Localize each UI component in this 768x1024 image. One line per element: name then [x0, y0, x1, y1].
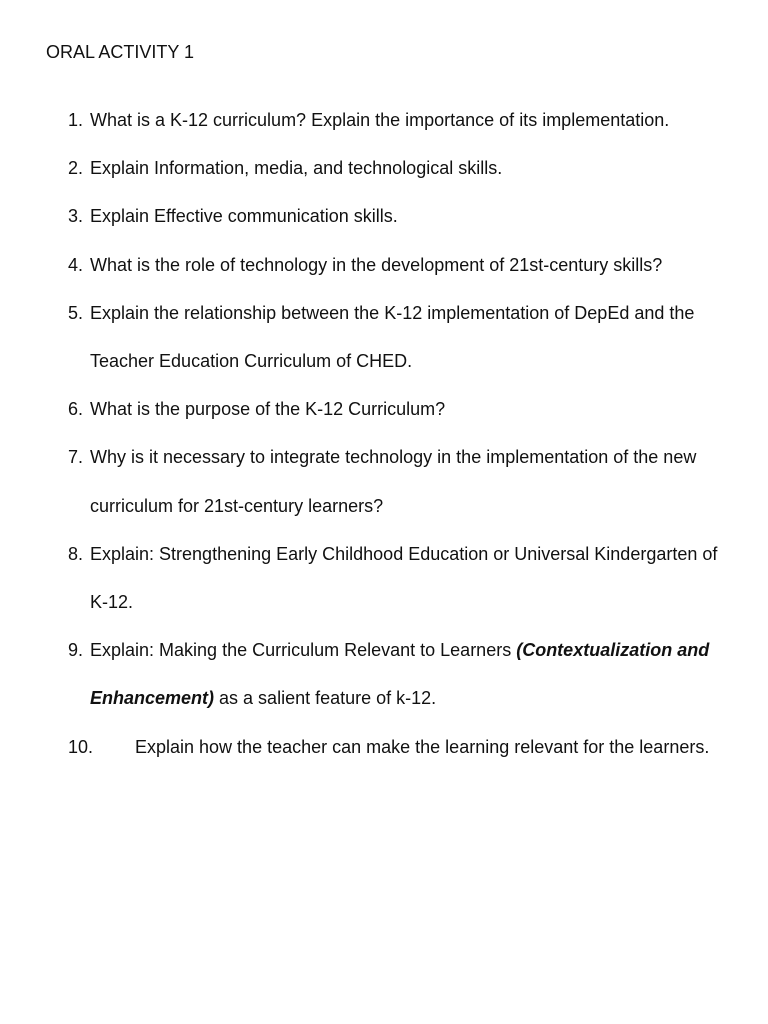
list-item	[0, 530, 768, 626]
item-text: Explain Effective communication skills.	[90, 206, 398, 227]
list-item	[0, 433, 768, 529]
item-text-emphasis: (Contextualization and Enhancement)	[90, 640, 710, 709]
item-number: 10.	[68, 736, 94, 757]
list-item	[0, 385, 768, 433]
list-item	[0, 289, 768, 385]
item-number: 7.	[68, 447, 84, 468]
list-item	[0, 723, 768, 771]
list-item	[0, 192, 768, 240]
item-text: Explain the relationship between the K-12 implementation of DepEd and the Teacher Education Curriculum of CHED.	[90, 302, 695, 372]
item-text	[90, 640, 709, 708]
list-item	[0, 626, 768, 722]
item-number: 9.	[68, 640, 84, 661]
item-text: Explain how the teacher can make the learning relevant for the learners.	[135, 736, 710, 757]
item-text-after: as a salient feature of k-12.	[214, 688, 437, 709]
item-text: Why is it necessary to integrate technology in the implementation of the new curriculum for 21st-century learners?	[90, 447, 697, 516]
list-item	[0, 241, 768, 289]
item-number: 5.	[68, 302, 84, 323]
item-number: 6.	[68, 399, 84, 420]
list-item	[0, 144, 768, 192]
list-item	[0, 96, 768, 144]
item-number: 8.	[68, 543, 84, 564]
item-number: 1.	[68, 110, 84, 130]
item-text: What is the purpose of the K-12 Curriculum?	[90, 399, 446, 420]
item-text: What is the role of technology in the development of 21st-century skills?	[90, 254, 663, 275]
question-list	[0, 96, 768, 771]
item-number: 3.	[68, 206, 84, 227]
item-number: 4.	[68, 254, 84, 275]
document-title: ORAL ACTIVITY 1	[46, 42, 195, 62]
item-text: Explain Information, media, and technological skills.	[90, 158, 503, 179]
item-text: Explain: Strengthening Early Childhood Education or Universal Kindergarten of K-12.	[90, 543, 718, 613]
item-number: 2.	[68, 158, 84, 179]
item-text-before: Explain: Making the Curriculum Relevant to Learners	[90, 640, 517, 661]
item-text: What is a K-12 curriculum? Explain the importance of its implementation.	[90, 110, 670, 130]
